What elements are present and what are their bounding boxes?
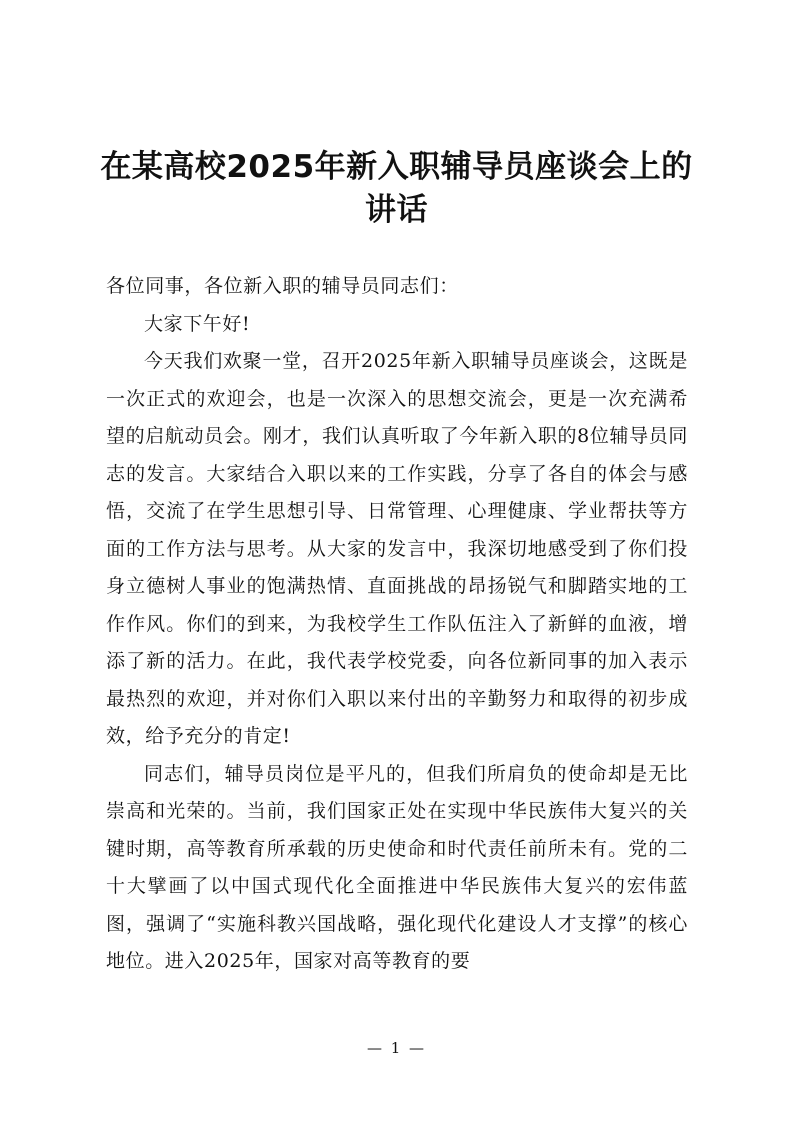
paragraph-mission: 同志们，辅导员岗位是平凡的，但我们所肩负的使命却是无比崇高和光荣的。当前，我们国家正处在实现中华民族伟大复兴的关键时期，高等教育所承载的历史使命和时代责任前所未有。党的二十大擘画了以中国式现代化全面推进中华民族伟大复兴的宏伟蓝图，强调了“实施科教兴国战略，强化现代化建设人才支撑”的核心地位。进入2025年，国家对高等教育的要 [106, 762, 688, 972]
document-title: 在某高校2025年新入职辅导员座谈会上的讲话 [100, 149, 693, 228]
salutation: 各位同事，各位新入职的辅导员同志们： [106, 275, 459, 297]
document-body [106, 268, 688, 981]
paragraph-opening: 今天我们欢聚一堂，召开2025年新入职辅导员座谈会，这既是一次正式的欢迎会，也是一次深入的思想交流会，更是一次充满希望的启航动员会。刚才，我们认真听取了今年新入职的8位辅导员同志的发言。大家结合入职以来的工作实践，分享了各自的体会与感悟，交流了在学生思想引导、日常管理、心理健康、学业帮扶等方面的工作方法与思考。从大家的发言中，我深切地感受到了你们投身立德树人事业的饱满热情、直面挑战的昂扬锐气和脚踏实地的工作作风。你们的到来，为我校学生工作队伍注入了新鲜的血液，增添了新的活力。在此，我代表学校党委，向各位新同事的加入表示最热烈的欢迎，并对你们入职以来付出的辛勤努力和取得的初步成效，给予充分的肯定! [106, 350, 688, 747]
page-number: — 1 — [366, 1039, 427, 1057]
paragraph-greeting: 大家下午好! [144, 312, 251, 335]
